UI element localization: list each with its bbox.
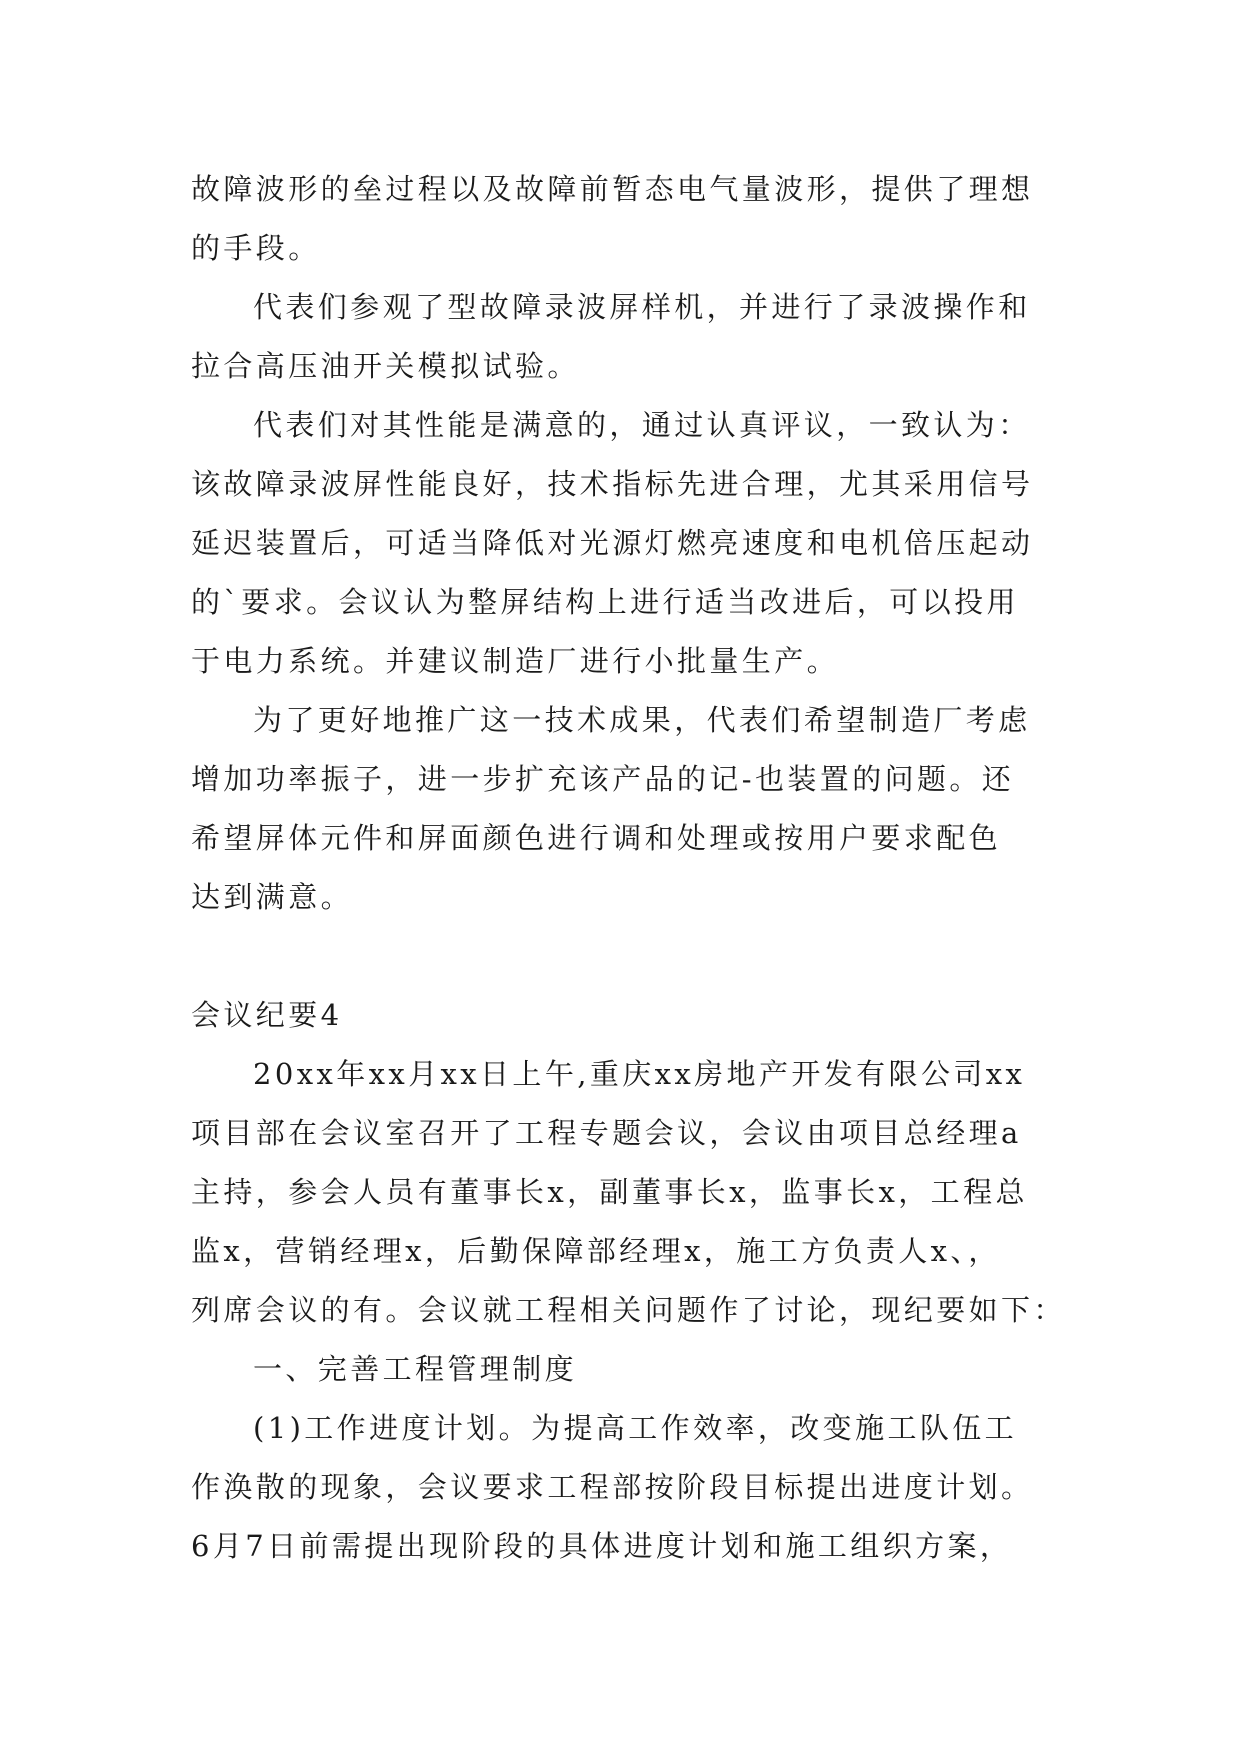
- text-line: 希望屏体元件和屏面颜色进行调和处理或按用户要求配色: [191, 821, 1002, 855]
- text-line: 的`要求。会议认为整屏结构上进行适当改进后，可以投用: [191, 585, 1019, 619]
- text-line: 作涣散的现象，会议要求工程部按阶段目标提出进度计划。: [191, 1470, 1034, 1504]
- subsection-heading: 一、完善工程管理制度: [253, 1352, 578, 1386]
- text-line: 代表们对其性能是满意的，通过认真评议，一致认为：: [253, 408, 1031, 442]
- text-line: 20xx年xx月xx日上午,重庆xx房地产开发有限公司xx: [253, 1057, 1026, 1091]
- paragraph: [191, 1399, 1071, 1576]
- paragraph: [191, 160, 1071, 278]
- text-line: 主持，参会人员有董事长x，副董事长x，监事长x，工程总: [191, 1175, 1028, 1209]
- text-line: 项目部在会议室召开了工程专题会议，会议由项目总经理a: [191, 1116, 1022, 1150]
- text-line: 为了更好地推广这一技术成果，代表们希望制造厂考虑: [253, 703, 1031, 737]
- document-page: [191, 160, 1071, 1576]
- section-spacer: [191, 927, 1071, 986]
- text-line: (1)工作进度计划。为提高工作效率，改变施工队伍工: [253, 1411, 1018, 1445]
- text-line: 该故障录波屏性能良好，技术指标先进合理，尤其采用信号: [191, 467, 1034, 501]
- paragraph: [191, 396, 1071, 691]
- text-line: 达到满意。: [191, 880, 354, 914]
- text-line: 增加功率振子，进一步扩充该产品的记-也装置的问题。还: [191, 762, 1015, 796]
- text-line: 故障波形的垒过程以及故障前暂态电气量波形，提供了理想: [191, 172, 1034, 206]
- paragraph: [191, 1045, 1071, 1340]
- text-line: 列席会议的有。会议就工程相关问题作了讨论，现纪要如下：: [191, 1293, 1066, 1327]
- paragraph: [191, 278, 1071, 396]
- text-line: 于电力系统。并建议制造厂进行小批量生产。: [191, 644, 840, 678]
- paragraph: [191, 1340, 1071, 1399]
- text-line: 监x，营销经理x，后勤保障部经理x，施工方负责人x、，: [191, 1234, 1001, 1268]
- paragraph: [191, 691, 1071, 927]
- text-line: 6月7日前需提出现阶段的具体进度计划和施工组织方案，: [191, 1529, 1013, 1563]
- text-line: 代表们参观了型故障录波屏样机，并进行了录波操作和: [253, 290, 1031, 324]
- text-line: 的手段。: [191, 231, 321, 265]
- text-line: 拉合高压油开关模拟试验。: [191, 349, 580, 383]
- text-line: 延迟装置后，可适当降低对光源灯燃亮速度和电机倍压起动: [191, 526, 1034, 560]
- section-title: 会议纪要4: [191, 998, 343, 1032]
